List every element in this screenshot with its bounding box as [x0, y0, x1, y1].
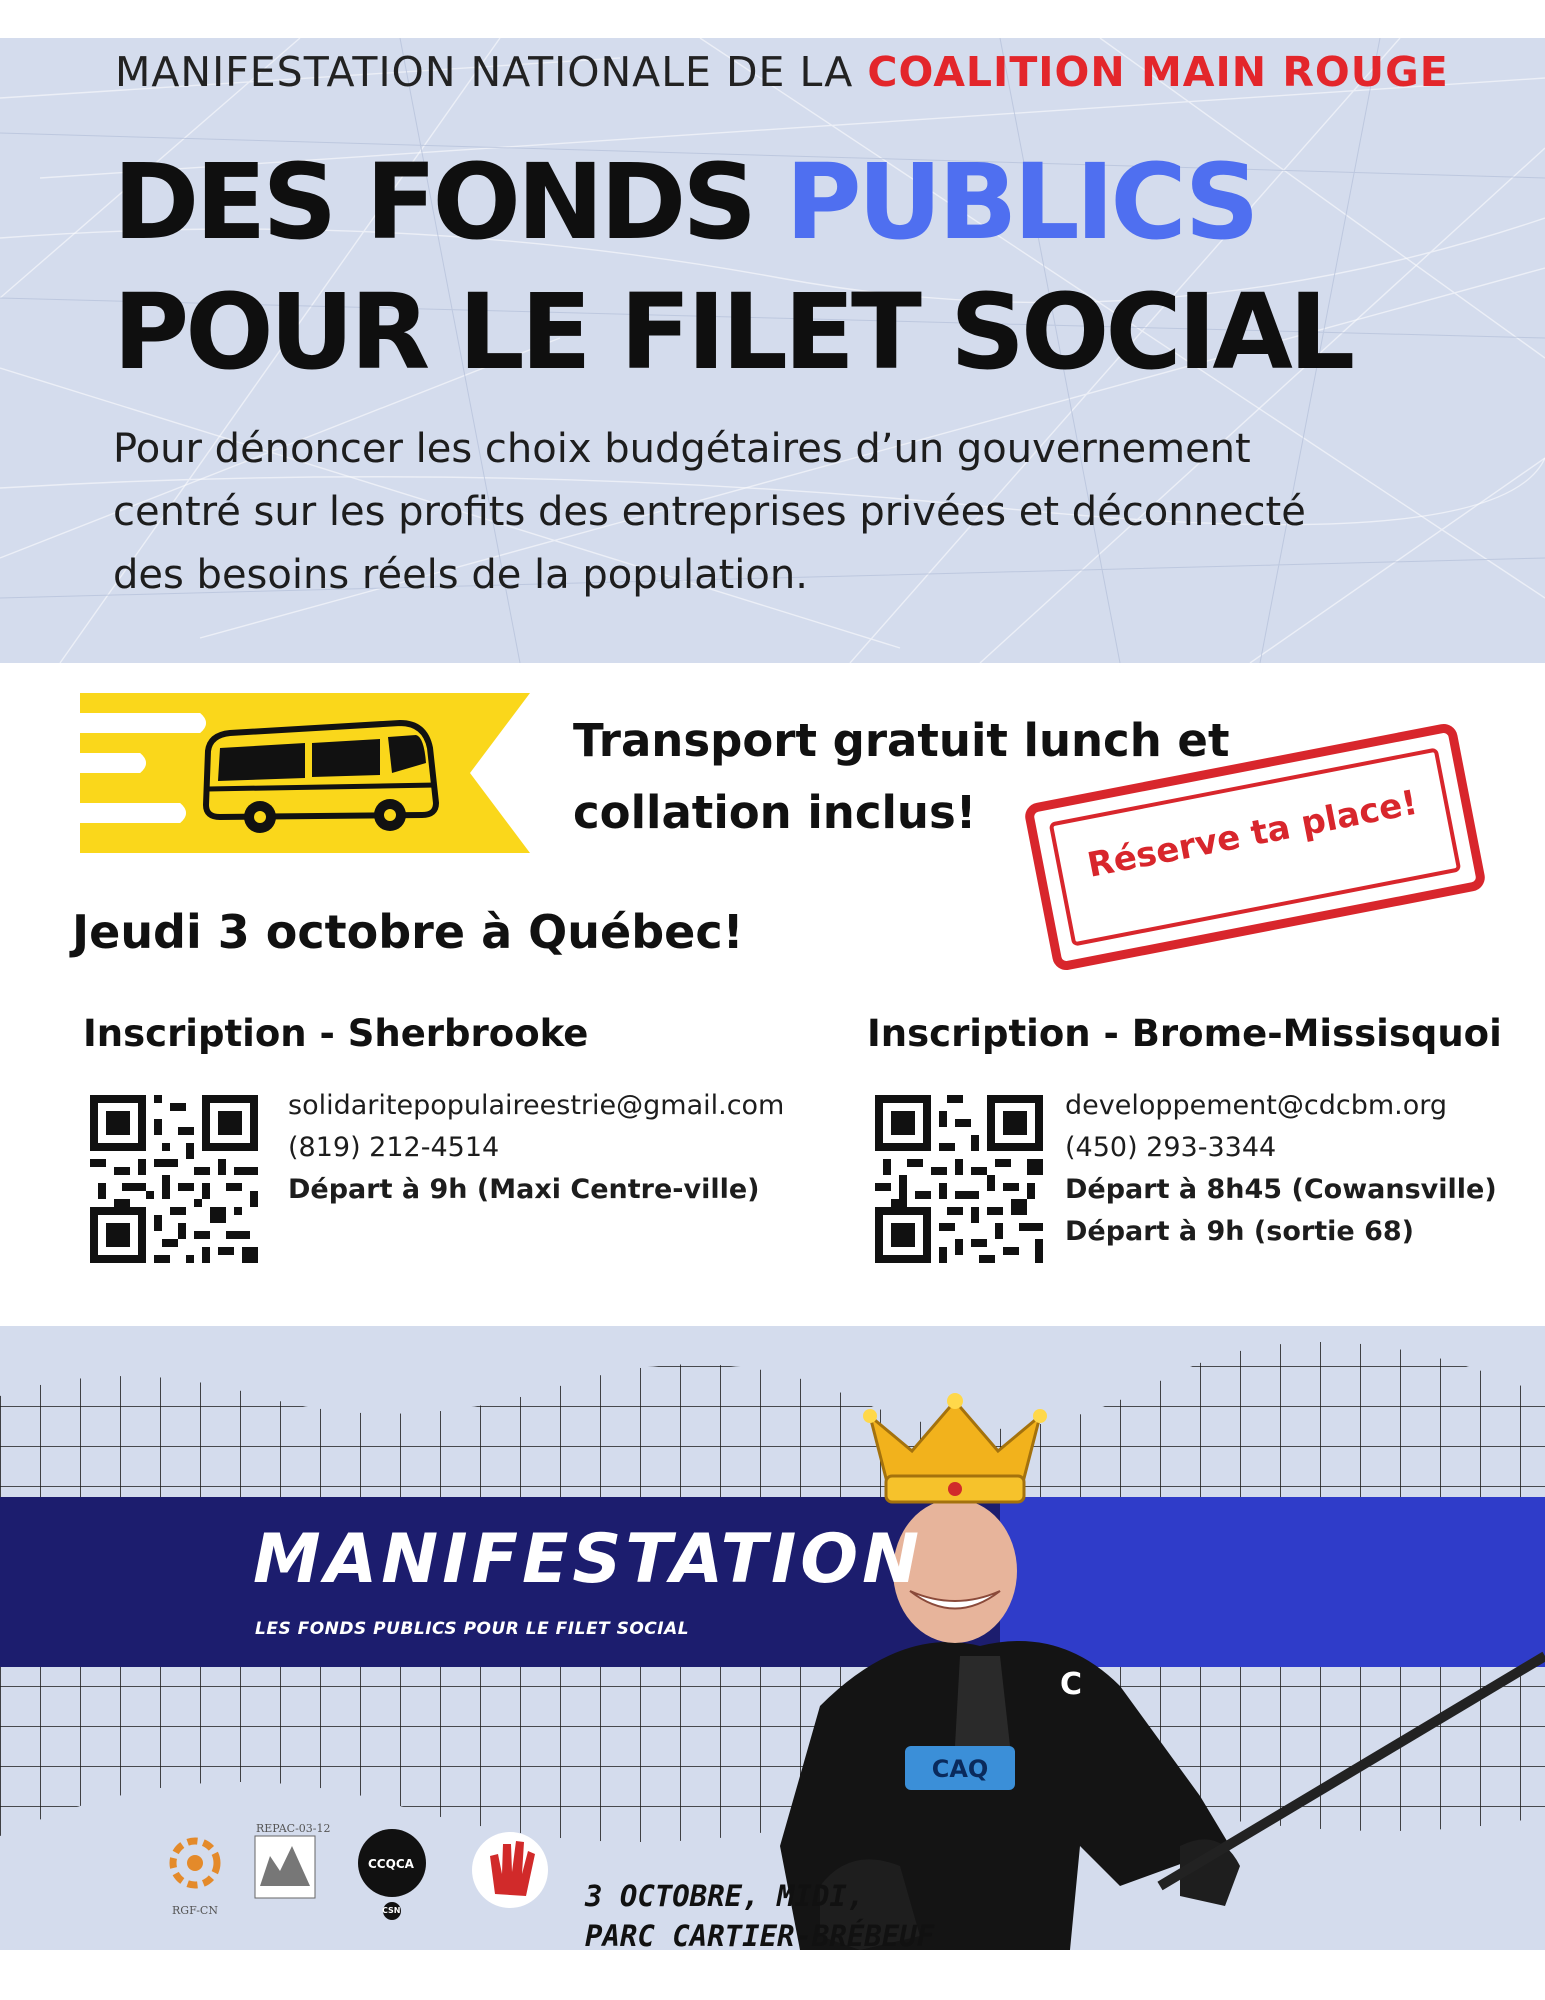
coalition-name: COALITION MAIN ROUGE [867, 48, 1449, 96]
event-kicker: MANIFESTATION NATIONALE DE LA COALITION MAIN ROUGE [115, 48, 1449, 96]
poster-artwork [0, 1326, 1545, 1950]
poster-title: MANIFESTATION [253, 1520, 924, 1599]
registration-title-brome-missisquoi: Inscription - Brome-Missisquoi [867, 1012, 1502, 1055]
qr-code-sherbrooke[interactable] [90, 1095, 258, 1263]
crown-icon [863, 1393, 1047, 1502]
stamp-text: Réserve ta place! [1084, 782, 1421, 886]
bus-banner [80, 693, 530, 853]
phone-number[interactable]: (819) 212-4514 [288, 1132, 500, 1163]
departure-info: Départ à 8h45 (Cowansville) [1065, 1174, 1497, 1205]
lede-line: centré sur les profits des entreprises privées et déconnecté [113, 489, 1306, 535]
lede-line: des besoins réels de la population. [113, 552, 808, 598]
headline-line-2: POUR LE FILET SOCIAL [113, 271, 1352, 393]
email-link[interactable]: solidaritepopulaireestrie@gmail.com [288, 1090, 785, 1121]
poster-section [0, 1326, 1545, 1950]
captain-letter: C [1060, 1667, 1083, 1702]
bus-icon [206, 723, 436, 833]
headline-line-1: DES FONDS PUBLICS [113, 141, 1256, 263]
repac-logo [255, 1836, 315, 1898]
transport-line: Transport gratuit lunch et [573, 714, 1230, 767]
event-date: Jeudi 3 octobre à Québec! [72, 905, 744, 959]
departure-info: Départ à 9h (sortie 68) [1065, 1216, 1414, 1247]
registration-info-sherbrooke [288, 1085, 784, 1211]
rgf-cn-logo [173, 1841, 217, 1885]
registration-title-sherbrooke: Inscription - Sherbrooke [83, 1012, 589, 1055]
ccqca-label: CCQCA [368, 1857, 414, 1871]
csn-label: CSN [382, 1906, 401, 1915]
jersey-text: CAQ [931, 1755, 989, 1783]
lede-line: Pour dénoncer les choix budgétaires d’un gouvernement [113, 426, 1251, 472]
event-when: 3 OCTOBRE, MIDI, [585, 1879, 865, 1913]
phone-number[interactable]: (450) 293-3344 [1065, 1132, 1277, 1163]
red-hand-logo [472, 1832, 548, 1908]
transport-line: collation inclus! [573, 786, 977, 839]
departure-info: Départ à 9h (Maxi Centre-ville) [288, 1174, 760, 1205]
qr-code-brome-missisquoi[interactable] [875, 1095, 1043, 1263]
poster-subtitle: LES FONDS PUBLICS POUR LE FILET SOCIAL [255, 1619, 690, 1639]
lede-paragraph [113, 418, 1413, 607]
headline-highlight: PUBLICS [785, 141, 1256, 263]
registration-info-brome-missisquoi [1065, 1085, 1497, 1253]
event-when-where [585, 1876, 934, 1956]
rgf-cn-label: RGF-CN [172, 1904, 218, 1917]
event-where: PARC CARTIER-BRÉBEUF [585, 1919, 935, 1953]
repac-label: REPAC-03-12 [256, 1822, 331, 1835]
email-link[interactable]: developpement@cdcbm.org [1065, 1090, 1447, 1121]
